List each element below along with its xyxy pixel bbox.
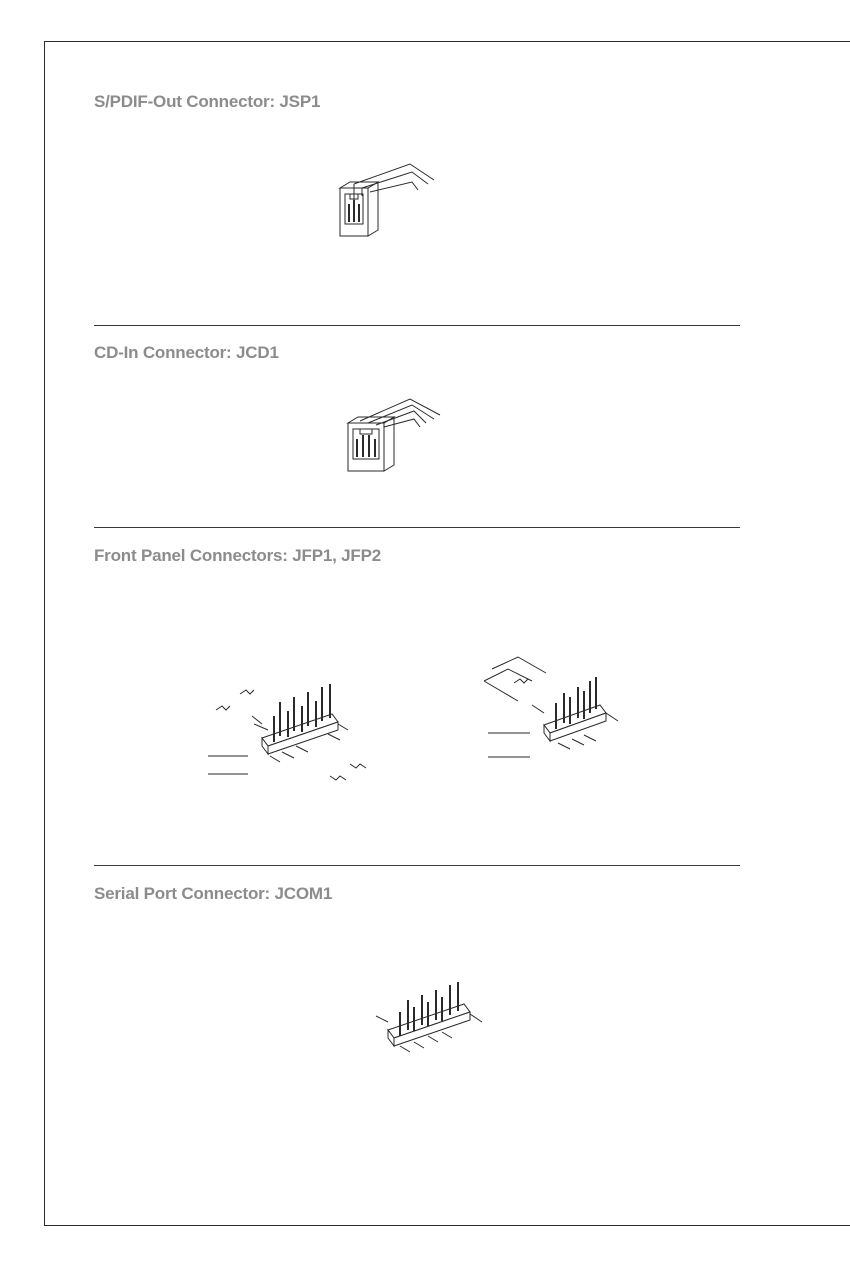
section-title-serial-port: Serial Port Connector: JCOM1 (94, 884, 333, 903)
cd-in-connector-icon (340, 395, 460, 480)
section-title-cd-in: CD-In Connector: JCD1 (94, 343, 279, 362)
section-title-front-panel: Front Panel Connectors: JFP1, JFP2 (94, 546, 381, 565)
section-divider (94, 325, 740, 326)
spdif-connector-icon (330, 160, 450, 245)
section-title-spdif: S/PDIF-Out Connector: JSP1 (94, 92, 321, 111)
section-divider (94, 865, 740, 866)
section-divider (94, 527, 740, 528)
jfp2-connector-icon (478, 655, 638, 765)
jfp1-connector-icon (200, 680, 380, 790)
jcom1-connector-icon (370, 980, 490, 1060)
